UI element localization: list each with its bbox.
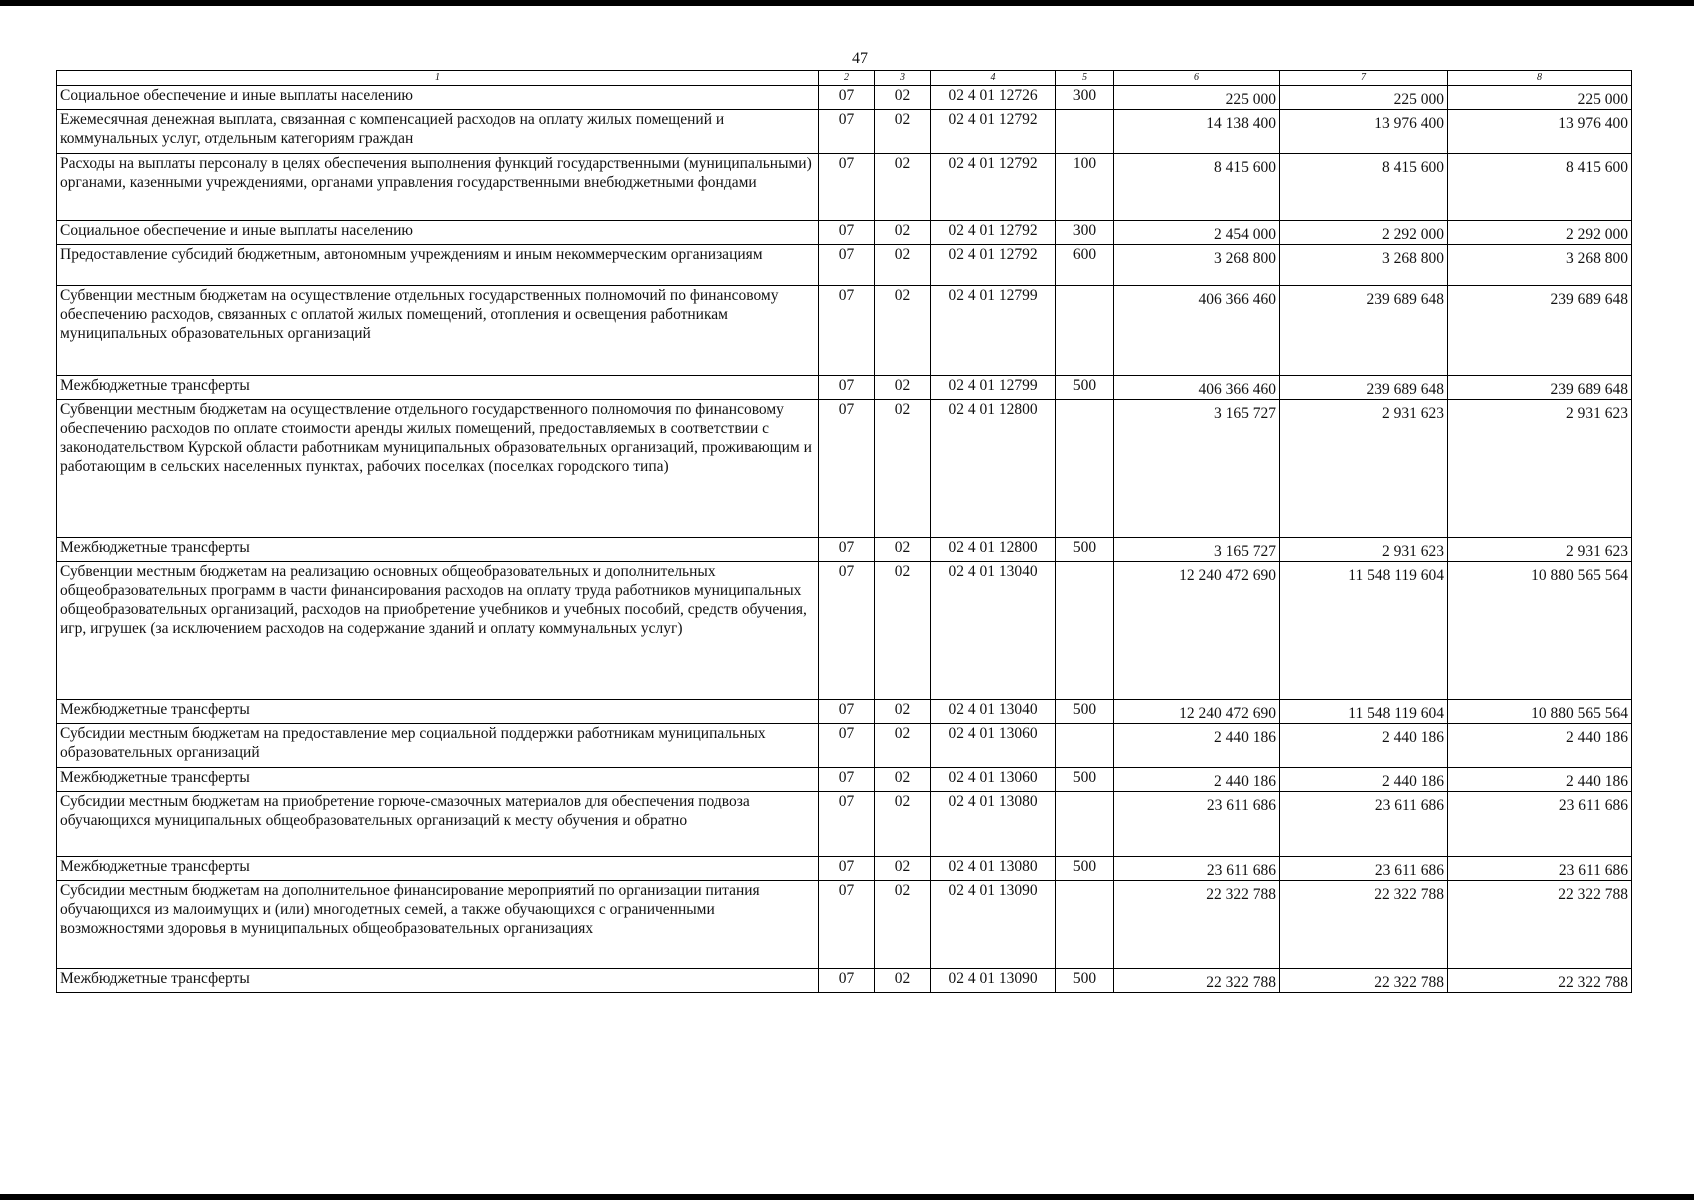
amount-col-6: 3 165 727 [1114, 400, 1280, 538]
section-code: 07 [819, 400, 875, 538]
amount-col-8: 22 322 788 [1448, 881, 1632, 969]
amount-col-6: 23 611 686 [1114, 792, 1280, 857]
amount-col-7: 2 440 186 [1280, 724, 1448, 768]
expense-type-code: 500 [1056, 700, 1114, 724]
subsection-code: 02 [875, 881, 931, 969]
amount-col-7: 2 931 623 [1280, 400, 1448, 538]
amount-col-8: 10 880 565 564 [1448, 700, 1632, 724]
amount-col-7: 239 689 648 [1280, 376, 1448, 400]
section-code: 07 [819, 857, 875, 881]
section-code: 07 [819, 376, 875, 400]
section-code: 07 [819, 154, 875, 221]
subsection-code: 02 [875, 792, 931, 857]
expense-type-code [1056, 110, 1114, 154]
amount-col-6: 406 366 460 [1114, 286, 1280, 376]
section-code: 07 [819, 724, 875, 768]
amount-col-8: 2 440 186 [1448, 724, 1632, 768]
expense-type-code: 300 [1056, 221, 1114, 245]
amount-col-7: 2 292 000 [1280, 221, 1448, 245]
section-code: 07 [819, 969, 875, 993]
section-code: 07 [819, 700, 875, 724]
budget-table [56, 70, 1632, 993]
subsection-code: 02 [875, 376, 931, 400]
row-description: Социальное обеспечение и иные выплаты населению [57, 86, 819, 110]
row-description: Ежемесячная денежная выплата, связанная с компенсацией расходов на оплату жилых помещений и коммунальных услуг, отдельным категориям граждан [57, 110, 819, 154]
column-number: 5 [1056, 71, 1114, 86]
target-article-code: 02 4 01 13040 [931, 700, 1056, 724]
column-number: 4 [931, 71, 1056, 86]
expense-type-code [1056, 286, 1114, 376]
subsection-code: 02 [875, 768, 931, 792]
section-code: 07 [819, 110, 875, 154]
row-description: Межбюджетные трансферты [57, 376, 819, 400]
subsection-code: 02 [875, 969, 931, 993]
table-row [57, 562, 1632, 700]
amount-col-7: 8 415 600 [1280, 154, 1448, 221]
table-row [57, 538, 1632, 562]
amount-col-7: 2 931 623 [1280, 538, 1448, 562]
row-description: Субвенции местным бюджетам на осуществление отдельного государственного полномочия по финансовому обеспечению расходов по оплате стоимости аренды жилых помещений, предоставляемых в соответствии с законодательством Курской области работникам муниципальных образовательных организаций, проживающим и работающим в сельских населенных пунктах, рабочих поселках (поселках городского типа) [57, 400, 819, 538]
row-description: Субсидии местным бюджетам на дополнительное финансирование мероприятий по организации питания обучающихся из малоимущих и (или) многодетных семей, а также обучающихся с ограниченными возможностями здоровья в муниципальных общеобразовательных организациях [57, 881, 819, 969]
row-description: Социальное обеспечение и иные выплаты населению [57, 221, 819, 245]
subsection-code: 02 [875, 538, 931, 562]
scan-border-top [0, 0, 1694, 6]
row-description: Субсидии местным бюджетам на приобретение горюче-смазочных материалов для обеспечения подвоза обучающихся муниципальных общеобразовательных организаций к месту обучения и обратно [57, 792, 819, 857]
target-article-code: 02 4 01 13080 [931, 857, 1056, 881]
table-row [57, 245, 1632, 286]
row-description: Субвенции местным бюджетам на реализацию основных общеобразовательных и дополнительных общеобразовательных программ в части финансирования расходов на оплату труда работников муниципальных общеобразовательных организаций, расходов на приобретение учебников и учебных пособий, средств обучения, игр, игрушек (за исключением расходов на содержание зданий и оплату коммунальных услуг) [57, 562, 819, 700]
expense-type-code: 500 [1056, 969, 1114, 993]
section-code: 07 [819, 245, 875, 286]
target-article-code: 02 4 01 13040 [931, 562, 1056, 700]
amount-col-6: 23 611 686 [1114, 857, 1280, 881]
expense-type-code [1056, 562, 1114, 700]
amount-col-6: 3 268 800 [1114, 245, 1280, 286]
amount-col-7: 239 689 648 [1280, 286, 1448, 376]
table-row [57, 857, 1632, 881]
column-number: 3 [875, 71, 931, 86]
amount-col-8: 22 322 788 [1448, 969, 1632, 993]
expense-type-code: 100 [1056, 154, 1114, 221]
amount-col-6: 406 366 460 [1114, 376, 1280, 400]
section-code: 07 [819, 286, 875, 376]
amount-col-6: 8 415 600 [1114, 154, 1280, 221]
row-description: Межбюджетные трансферты [57, 538, 819, 562]
table-row [57, 969, 1632, 993]
subsection-code: 02 [875, 400, 931, 538]
subsection-code: 02 [875, 700, 931, 724]
table-row [57, 792, 1632, 857]
section-code: 07 [819, 221, 875, 245]
target-article-code: 02 4 01 12799 [931, 286, 1056, 376]
amount-col-7: 23 611 686 [1280, 857, 1448, 881]
amount-col-6: 14 138 400 [1114, 110, 1280, 154]
target-article-code: 02 4 01 13060 [931, 768, 1056, 792]
subsection-code: 02 [875, 245, 931, 286]
amount-col-7: 2 440 186 [1280, 768, 1448, 792]
scan-border-bottom [0, 1194, 1694, 1200]
column-number: 6 [1114, 71, 1280, 86]
row-description: Межбюджетные трансферты [57, 700, 819, 724]
column-number: 1 [57, 71, 819, 86]
amount-col-7: 13 976 400 [1280, 110, 1448, 154]
amount-col-8: 10 880 565 564 [1448, 562, 1632, 700]
subsection-code: 02 [875, 86, 931, 110]
expense-type-code [1056, 724, 1114, 768]
target-article-code: 02 4 01 12792 [931, 221, 1056, 245]
amount-col-8: 239 689 648 [1448, 286, 1632, 376]
amount-col-8: 225 000 [1448, 86, 1632, 110]
amount-col-6: 225 000 [1114, 86, 1280, 110]
amount-col-8: 3 268 800 [1448, 245, 1632, 286]
target-article-code: 02 4 01 13080 [931, 792, 1056, 857]
table-row [57, 881, 1632, 969]
amount-col-7: 3 268 800 [1280, 245, 1448, 286]
expense-type-code: 600 [1056, 245, 1114, 286]
target-article-code: 02 4 01 13090 [931, 969, 1056, 993]
table-row [57, 286, 1632, 376]
amount-col-7: 23 611 686 [1280, 792, 1448, 857]
table-row [57, 768, 1632, 792]
section-code: 07 [819, 881, 875, 969]
target-article-code: 02 4 01 12792 [931, 154, 1056, 221]
target-article-code: 02 4 01 13090 [931, 881, 1056, 969]
amount-col-6: 22 322 788 [1114, 969, 1280, 993]
page-number: 47 [852, 50, 868, 67]
target-article-code: 02 4 01 12800 [931, 538, 1056, 562]
expense-type-code [1056, 792, 1114, 857]
amount-col-7: 11 548 119 604 [1280, 562, 1448, 700]
amount-col-6: 2 454 000 [1114, 221, 1280, 245]
row-description: Межбюджетные трансферты [57, 857, 819, 881]
expense-type-code: 500 [1056, 538, 1114, 562]
target-article-code: 02 4 01 12792 [931, 245, 1056, 286]
expense-type-code: 300 [1056, 86, 1114, 110]
section-code: 07 [819, 562, 875, 700]
amount-col-6: 12 240 472 690 [1114, 700, 1280, 724]
row-description: Межбюджетные трансферты [57, 768, 819, 792]
section-code: 07 [819, 768, 875, 792]
amount-col-8: 23 611 686 [1448, 792, 1632, 857]
amount-col-7: 22 322 788 [1280, 881, 1448, 969]
section-code: 07 [819, 538, 875, 562]
amount-col-8: 8 415 600 [1448, 154, 1632, 221]
amount-col-6: 22 322 788 [1114, 881, 1280, 969]
table-row [57, 86, 1632, 110]
target-article-code: 02 4 01 12792 [931, 110, 1056, 154]
amount-col-6: 12 240 472 690 [1114, 562, 1280, 700]
subsection-code: 02 [875, 110, 931, 154]
amount-col-7: 225 000 [1280, 86, 1448, 110]
table-row [57, 376, 1632, 400]
subsection-code: 02 [875, 154, 931, 221]
row-description: Предоставление субсидий бюджетным, автономным учреждениям и иным некоммерческим организациям [57, 245, 819, 286]
subsection-code: 02 [875, 286, 931, 376]
table-row [57, 110, 1632, 154]
amount-col-8: 2 931 623 [1448, 538, 1632, 562]
expense-type-code: 500 [1056, 376, 1114, 400]
target-article-code: 02 4 01 12800 [931, 400, 1056, 538]
table-row [57, 400, 1632, 538]
amount-col-8: 23 611 686 [1448, 857, 1632, 881]
expense-type-code [1056, 881, 1114, 969]
column-number: 2 [819, 71, 875, 86]
amount-col-8: 2 931 623 [1448, 400, 1632, 538]
row-description: Межбюджетные трансферты [57, 969, 819, 993]
amount-col-6: 2 440 186 [1114, 768, 1280, 792]
expense-type-code: 500 [1056, 857, 1114, 881]
subsection-code: 02 [875, 562, 931, 700]
amount-col-8: 2 440 186 [1448, 768, 1632, 792]
amount-col-7: 11 548 119 604 [1280, 700, 1448, 724]
row-description: Расходы на выплаты персоналу в целях обеспечения выполнения функций государственными (муниципальными) органами, казенными учреждениями, органами управления государственными внебюджетными фондами [57, 154, 819, 221]
column-number: 8 [1448, 71, 1632, 86]
table-row [57, 700, 1632, 724]
subsection-code: 02 [875, 724, 931, 768]
table-row [57, 154, 1632, 221]
amount-col-8: 2 292 000 [1448, 221, 1632, 245]
section-code: 07 [819, 792, 875, 857]
target-article-code: 02 4 01 13060 [931, 724, 1056, 768]
amount-col-6: 3 165 727 [1114, 538, 1280, 562]
target-article-code: 02 4 01 12799 [931, 376, 1056, 400]
subsection-code: 02 [875, 221, 931, 245]
column-number: 7 [1280, 71, 1448, 86]
row-description: Субвенции местным бюджетам на осуществление отдельных государственных полномочий по финансовому обеспечению расходов, связанных с оплатой жилых помещений, отопления и освещения работникам муниципальных образовательных организаций [57, 286, 819, 376]
expense-type-code: 500 [1056, 768, 1114, 792]
target-article-code: 02 4 01 12726 [931, 86, 1056, 110]
row-description: Субсидии местным бюджетам на предоставление мер социальной поддержки работникам муниципальных образовательных организаций [57, 724, 819, 768]
column-number-row [57, 71, 1632, 86]
amount-col-8: 239 689 648 [1448, 376, 1632, 400]
table-row [57, 724, 1632, 768]
expense-type-code [1056, 400, 1114, 538]
subsection-code: 02 [875, 857, 931, 881]
amount-col-7: 22 322 788 [1280, 969, 1448, 993]
section-code: 07 [819, 86, 875, 110]
amount-col-8: 13 976 400 [1448, 110, 1632, 154]
amount-col-6: 2 440 186 [1114, 724, 1280, 768]
table-row [57, 221, 1632, 245]
